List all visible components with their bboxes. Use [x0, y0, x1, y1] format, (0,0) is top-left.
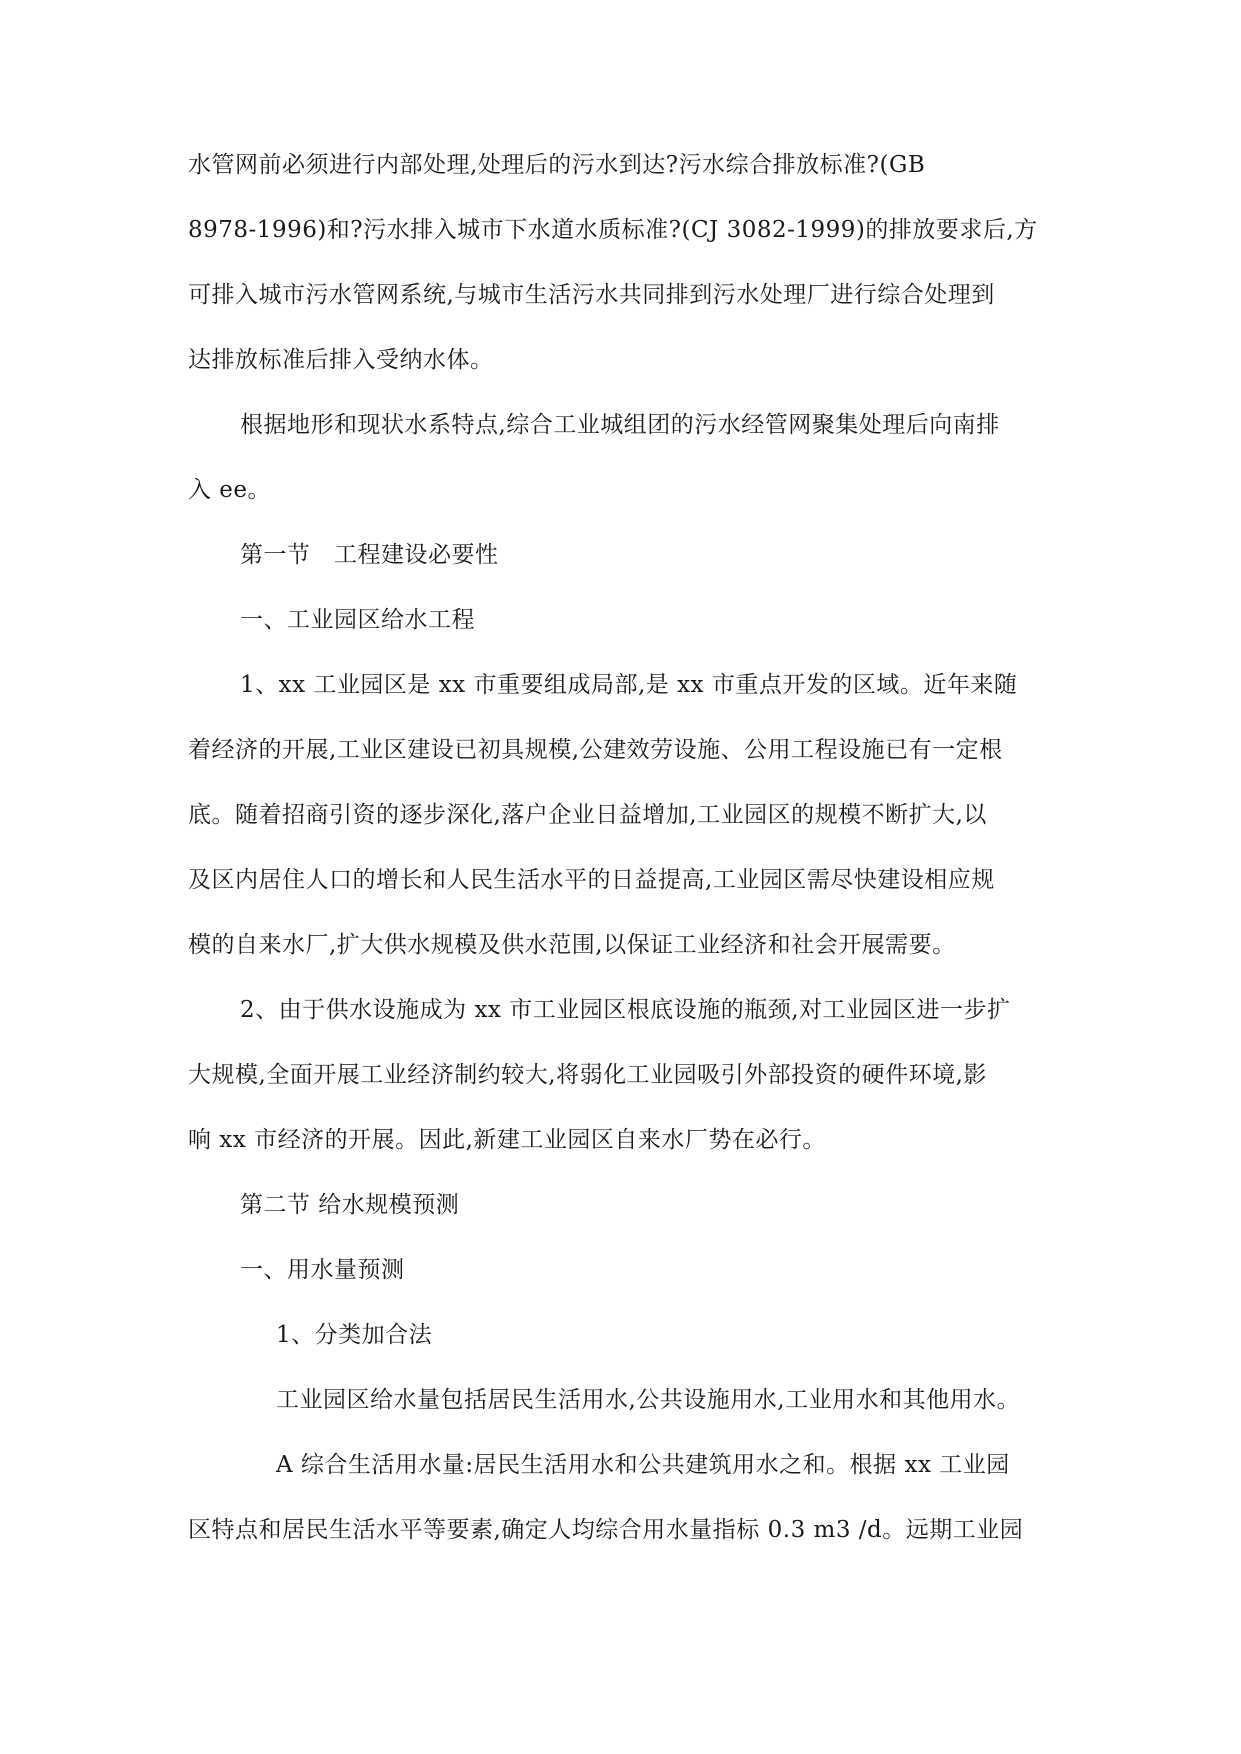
text-line-11: 底。随着招商引资的逐步深化,落户企业日益增加,工业园区的规模不断扩大,以 [188, 802, 987, 828]
text-line-10: 着经济的开展,工业区建设已初具规模,公建效劳设施、公用工程设施已有一定根 [188, 737, 1003, 763]
text-line-3: 可排入城市污水管网系统,与城市生活污水共同排到污水处理厂进行综合处理到 [188, 282, 995, 308]
text-line-5: 根据地形和现状水系特点,综合工业城组团的污水经管网聚集处理后向南排 [240, 412, 1000, 438]
text-line-9: 1、xx 工业园区是 xx 市重要组成局部,是 xx 市重点开发的区域。近年来随 [240, 672, 1018, 698]
text-line-15: 大规模,全面开展工业经济制约较大,将弱化工业园吸引外部投资的硬件环境,影 [188, 1062, 987, 1088]
text-line-20: 工业园区给水量包括居民生活用水,公共设施用水,工业用水和其他用水。 [276, 1387, 1021, 1413]
text-line-16: 响 xx 市经济的开展。因此,新建工业园区自来水厂势在必行。 [188, 1127, 826, 1153]
section-heading-1: 第一节 工程建设必要性 [240, 542, 499, 568]
text-line-2: 8978-1996)和?污水排入城市下水道水质标准?(CJ 3082-1999)的排放要求后,方 [188, 217, 1038, 243]
text-line-4: 达排放标准后排入受纳水体。 [188, 347, 494, 373]
text-line-1: 水管网前必须进行内部处理,处理后的污水到达?污水综合排放标准?(GB [188, 152, 926, 178]
text-line-22: 区特点和居民生活水平等要素,确定人均综合用水量指标 0.3 m3 /d。远期工业园 [188, 1517, 1024, 1543]
item-heading-1: 1、分类加合法 [276, 1322, 433, 1348]
section-heading-2: 第二节 给水规模预测 [240, 1192, 460, 1218]
subsection-heading-2: 一、用水量预测 [240, 1257, 405, 1283]
subsection-heading-1: 一、工业园区给水工程 [240, 607, 475, 633]
text-line-14: 2、由于供水设施成为 xx 市工业园区根底设施的瓶颈,对工业园区进一步扩 [240, 997, 1011, 1023]
text-line-13: 模的自来水厂,扩大供水规模及供水范围,以保证工业经济和社会开展需要。 [188, 932, 956, 958]
text-line-21: A 综合生活用水量:居民生活用水和公共建筑用水之和。根据 xx 工业园 [276, 1452, 1010, 1478]
text-line-12: 及区内居住人口的增长和人民生活水平的日益提高,工业园区需尽快建设相应规 [188, 867, 995, 893]
text-line-6: 入 ee。 [188, 477, 272, 503]
